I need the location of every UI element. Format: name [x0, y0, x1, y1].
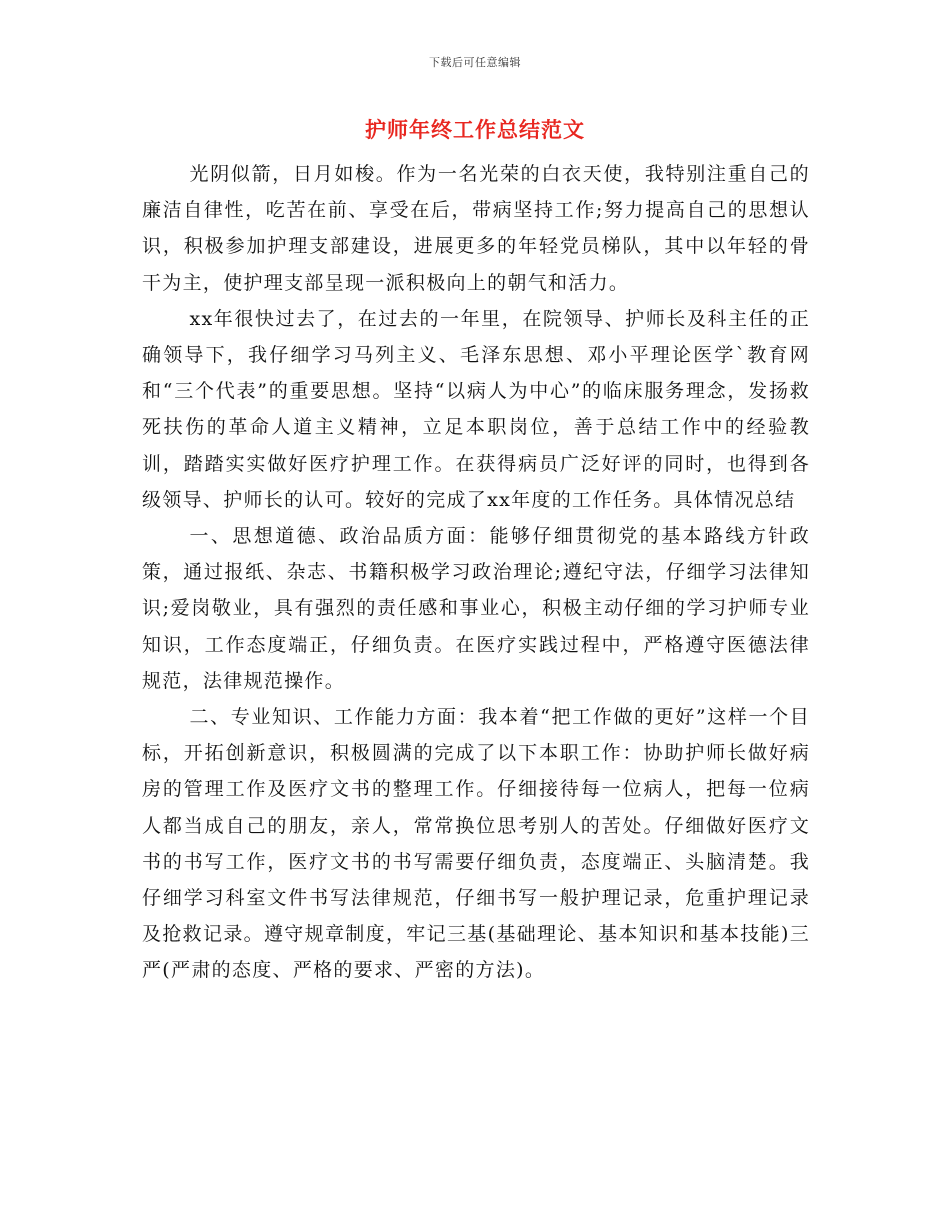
document-body — [142, 156, 810, 989]
document-title: 护师年终工作总结范文 — [365, 117, 585, 142]
paragraph-professional: 二、专业知识、工作能力方面：我本着“把工作做的更好”这样一个目标，开拓创新意识，积极圆满的完成了以下本职工作：协助护师长做好病房的管理工作及医疗文书的整理工作。仔细接待每一位病人，把每一位病人都当成自己的朋友，亲人，常常换位思考别人的苦处。仔细做好医疗文书的书写工作，医疗文书的书写需要仔细负责，态度端正、头脑清楚。我仔细学习科室文件书写法律规范，仔细书写一般护理记录，危重护理记录及抢救记录。遵守规章制度，牢记三基(基础理论、基本知识和基本技能)三严(严肃的态度、严格的要求、严密的方法)。 — [142, 706, 810, 982]
header-note: 下载后可任意编辑 — [429, 56, 521, 69]
paragraph-year-summary: xx年很快过去了，在过去的一年里，在院领导、护师长及科主任的正确领导下，我仔细学习马列主义、毛泽东思想、邓小平理论医学`教育网和“三个代表”的重要思想。坚持“以病人为中心”的临床服务理念，发扬救死扶伤的革命人道主义精神，立足本职岗位，善于总结工作中的经验教训，踏踏实实做好医疗护理工作。在获得病员广泛好评的同时，也得到各级领导、护师长的认可。较好的完成了xx年度的工作任务。具体情况总结 — [142, 307, 810, 511]
paragraph-ideology: 一、思想道德、政治品质方面：能够仔细贯彻党的基本路线方针政策，通过报纸、杂志、书籍积极学习政治理论;遵纪守法，仔细学习法律知识;爱岗敬业，具有强烈的责任感和事业心，积极主动仔细的学习护师专业知识，工作态度端正，仔细负责。在医疗实践过程中，严格遵守医德法律规范，法律规范操作。 — [142, 525, 810, 692]
paragraph-intro: 光阴似箭，日月如梭。作为一名光荣的白衣天使，我特别注重自己的廉洁自律性，吃苦在前、享受在后，带病坚持工作;努力提高自己的思想认识，积极参加护理支部建设，进展更多的年轻党员梯队，其中以年轻的骨干为主，使护理支部呈现一派积极向上的朝气和活力。 — [142, 163, 810, 294]
